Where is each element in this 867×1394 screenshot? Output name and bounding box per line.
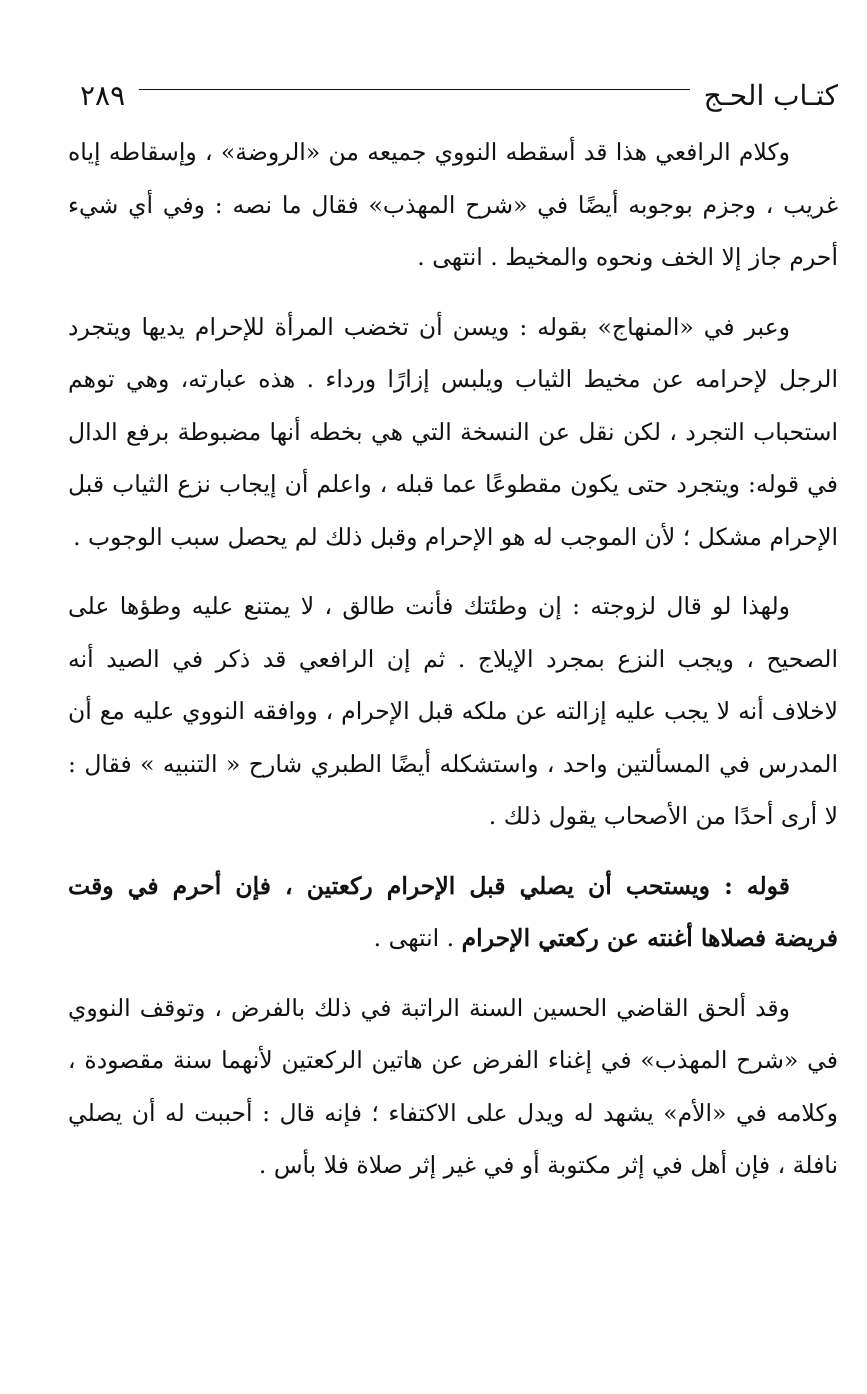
header-rule: [139, 89, 689, 90]
quoted-statement: [68, 860, 838, 965]
paragraph: وعبر في «المنهاج» بقوله : ويسن أن تخضب المرأة للإحرام يديها ويتجرد الرجل لإحرامه عن مخيط الثياب ويلبس إزارًا ورداء . هذه عبارته، وهي توهم استحباب التجرد ، لكن نقل عن النسخة التي هي بخطه أنها مضبوطة برفع الدال في قوله: ويتجرد حتى يكون مقطوعًا عما قبله ، واعلم أن إيجاب نزع الثياب قبل الإحرام مشكل ؛ لأن الموجب له هو الإحرام وقبل ذلك لم يحصل سبب الوجوب .: [68, 312, 838, 551]
running-header: [68, 78, 838, 112]
paragraph: وكلام الرافعي هذا قد أسقطه النووي جميعه من «الروضة» ، وإسقاطه إياه غريب ، وجزم بوجوبه أيضًا في «شرح المهذب» فقال ما نصه : وفي أي شيء أحرم جاز إلا الخف ونحوه والمخيط . انتهى .: [68, 138, 838, 271]
book-page: [68, 78, 838, 1192]
quoted-statement-text: قوله : ويستحب أن يصلي قبل الإحرام ركعتين ، فإن أحرم في وقت فريضة فصلاها أغنته عن ركعتي الإحرام: [68, 871, 838, 952]
quoted-statement-end: . انتهى .: [373, 924, 462, 952]
paragraph: وقد ألحق القاضي الحسين السنة الراتبة في ذلك بالفرض ، وتوقف النووي في «شرح المهذب» في إغناء الفرض عن هاتين الركعتين لأنهما سنة مقصودة ، وكلامه في «الأم» يشهد له ويدل على الاكتفاء ؛ فإنه قال : أحببت له أن يصلي نافلة ، فإن أهل في إثر مكتوبة أو في غير إثر صلاة فلا بأس .: [68, 993, 838, 1179]
paragraph: ولهذا لو قال لزوجته : إن وطئتك فأنت طالق ، لا يمتنع عليه وطؤها على الصحيح ، ويجب النزع بمجرد الإيلاج . ثم إن الرافعي قد ذكر في الصيد أنه لاخلاف أنه لا يجب عليه إزالته عن ملكه قبل الإحرام ، ووافقه النووي عليه مع أن المدرس في المسألتين واحد ، واستشكله أيضًا الطبري شارح « التنبيه » فقال : لا أرى أحدًا من الأصحاب يقول ذلك .: [68, 592, 839, 830]
page-number: ٢٨٩: [80, 78, 126, 112]
chapter-title: كتـاب الحـج: [703, 78, 838, 112]
